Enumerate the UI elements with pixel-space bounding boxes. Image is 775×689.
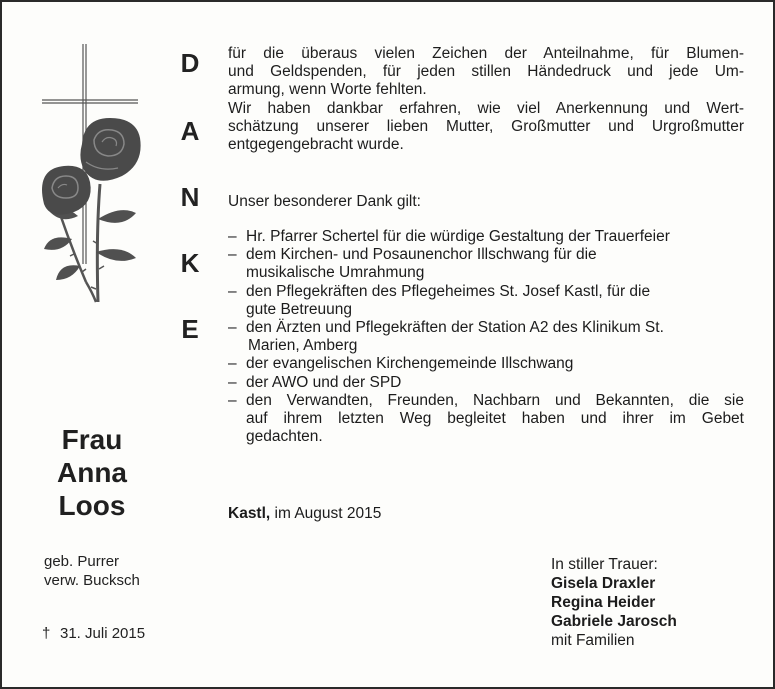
list-item: [228, 246, 744, 282]
list-item-text: gedachten.: [246, 428, 323, 446]
intro-line: schätzung unserer lieben Mutter, Großmutter und Urgroßmutter: [228, 117, 744, 135]
intro-line: Wir haben dankbar erfahren, wie viel Anerkennung und Wert-: [228, 99, 744, 117]
mourners-block: [551, 555, 677, 650]
list-item: [228, 374, 744, 392]
mourner-name: Gabriele Jarosch: [551, 613, 677, 630]
dash-bullet: –: [228, 246, 237, 264]
place: Kastl,: [228, 505, 271, 522]
danke-letter-a: A: [180, 116, 200, 146]
dash-bullet: –: [228, 373, 237, 391]
list-item: [228, 392, 744, 447]
intro-line: und Geldspenden, für jeden stillen Händedruck und jede Um-: [228, 63, 744, 81]
place-date: [228, 505, 381, 523]
list-item-text: der AWO und der SPD: [246, 373, 402, 391]
list-item-text: den Ärzten und Pflegekräften der Station A2 des Klinikum St.: [246, 319, 664, 337]
list-item-text: den Pflegekräften des Pflegeheimes St. Josef Kastl, für die: [246, 282, 651, 300]
list-item: [228, 355, 744, 373]
intro-paragraph: [228, 45, 744, 154]
deceased-first-name: Anna: [57, 457, 127, 488]
deceased-salutation: Frau: [61, 424, 123, 455]
death-date-line: [42, 624, 145, 643]
list-item: [228, 319, 744, 355]
rose-icon: [42, 118, 141, 302]
list-item-text: gute Betreuung: [246, 300, 353, 318]
list-item-text: der evangelischen Kirchengemeinde Illschwang: [246, 355, 574, 373]
list-item-text: dem Kirchen- und Posaunenchor Illschwang für die: [246, 246, 597, 264]
list-item-text: Marien, Amberg: [248, 337, 358, 355]
widowed-name: verw. Bucksch: [44, 572, 140, 589]
list-item-text: den Verwandten, Freunden, Nachbarn und Bekannten, die sie: [246, 391, 744, 409]
intro-line: für die überaus vielen Zeichen der Anteilnahme, für Blumen-: [228, 45, 744, 62]
dash-bullet: –: [228, 319, 237, 337]
date: im August 2015: [274, 505, 382, 522]
mourning-heading: In stiller Trauer:: [551, 556, 658, 573]
thanks-list: [228, 228, 744, 446]
mourner-name: Regina Heider: [551, 594, 656, 611]
danke-letter-n: N: [180, 182, 200, 212]
birth-name: geb. Purrer: [44, 553, 120, 570]
mourner-name: Gisela Draxler: [551, 575, 656, 592]
intro-line: entgegengebracht wurde.: [228, 136, 404, 154]
dagger-icon: †: [42, 625, 51, 642]
dash-bullet: –: [228, 355, 237, 373]
danke-letter-d: D: [180, 48, 200, 78]
thanks-heading: Unser besonderer Dank gilt:: [228, 193, 421, 210]
deceased-last-name: Loos: [58, 490, 126, 521]
dash-bullet: –: [228, 228, 237, 245]
intro-line: armung, wenn Worte fehlten.: [228, 81, 427, 99]
list-item: [228, 283, 744, 319]
death-date: 31. Juli 2015: [60, 625, 146, 642]
list-item-text: Hr. Pfarrer Schertel für die würdige Gestaltung der Trauerfeier: [246, 228, 670, 245]
dash-bullet: –: [228, 282, 237, 300]
list-item: [228, 228, 744, 246]
list-item-text: auf ihrem letzten Weg begleitet haben und ihrer im Gebet: [246, 410, 744, 428]
danke-letter-e: E: [181, 314, 199, 344]
cross-rose-illustration: [38, 44, 148, 306]
mourning-closing: mit Familien: [551, 632, 635, 649]
list-item-text: musikalische Umrahmung: [246, 264, 425, 282]
danke-letter-k: K: [180, 248, 200, 278]
dash-bullet: –: [228, 391, 237, 409]
